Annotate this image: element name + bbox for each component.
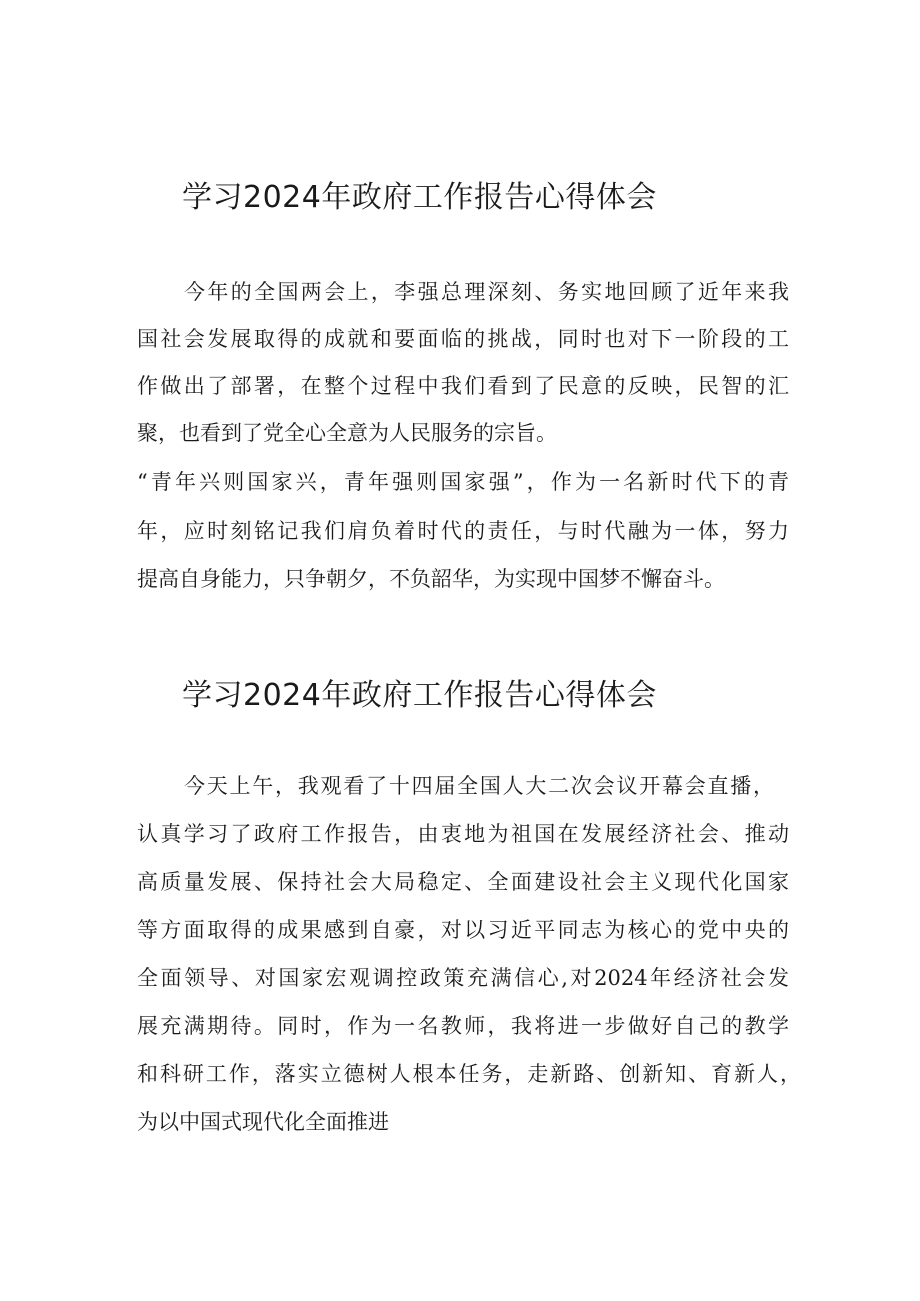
paragraph-line: 作做出了部署，在整个过程中我们看到了民意的反映，民智的汇 [137,374,789,398]
paragraph-line: 聚，也看到了党全心全意为人民服务的宗旨。 [137,421,557,445]
paragraph-line: “青年兴则国家兴，青年强则国家强”，作为一名新时代下的青 [137,470,789,494]
paragraph-line: 国社会发展取得的成就和要面临的挑战，同时也对下一阶段的工 [137,327,789,351]
paragraph-line: 高质量发展、保持社会大局稳定、全面建设社会主义现代化国家 [137,870,789,894]
paragraph-line: 年，应时刻铭记我们肩负着时代的责任，与时代融为一体，努力 [137,519,789,543]
paragraph-line: 为以中国式现代化全面推进 [137,1110,389,1134]
section-title-2: 学习2024年政府工作报告心得体会 [182,678,657,713]
paragraph-line: 和科研工作，落实立德树人根本任务，走新路、创新知、育新人， [137,1062,801,1086]
section-title-1: 学习2024年政府工作报告心得体会 [182,180,657,215]
paragraph-line: 今年的全国两会上，李强总理深刻、务实地回顾了近年来我 [184,280,789,304]
paragraph-line: 提高自身能力，只争朝夕，不负韶华，为实现中国梦不懈奋斗。 [137,567,725,591]
paragraph-line: 展充满期待。同时，作为一名教师，我将进一步做好自己的教学 [137,1014,789,1038]
paragraph-line: 全面领导、对国家宏观调控政策充满信心,对2024年经济社会发 [137,966,789,990]
paragraph-line: 今天上午，我观看了十四届全国人大二次会议开幕会直播， [184,774,774,798]
paragraph-line: 认真学习了政府工作报告，由衷地为祖国在发展经济社会、推动 [137,822,789,846]
paragraph-line: 等方面取得的成果感到自豪，对以习近平同志为核心的党中央的 [137,918,789,942]
